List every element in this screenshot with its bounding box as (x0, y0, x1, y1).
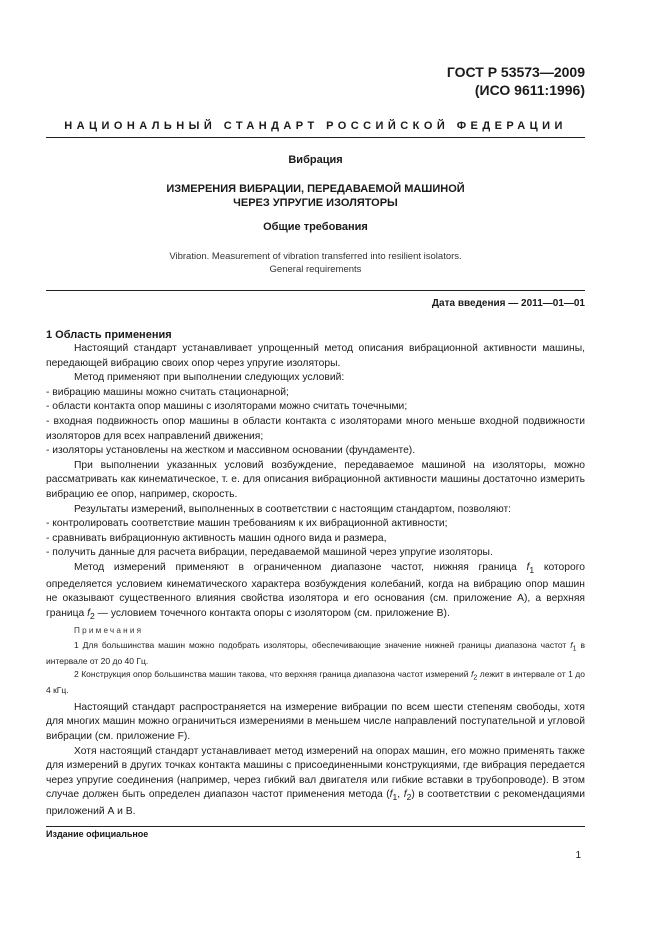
notes-heading: Примечания (74, 626, 144, 636)
introduction-date: Дата введения — 2011—01—01 (431, 298, 585, 309)
paragraph-kinematic: При выполнении указанных условий возбуждение, передаваемое машиной на изоляторы, можно рассматривать как кинематическое, т. е. для описания вибрационной активности машины достаточно измерить вибрацию ее опор, например, скорость. (46, 459, 585, 500)
result-item-3: - получить данные для расчета вибрации, передаваемой машиной через упругие изоляторы. (46, 547, 493, 559)
note-1: 1 Для большинства машин можно подобрать изоляторы, обеспечивающие значение нижней границы диапазона частот $f_1$ в интервале от 20 до 40 Гц. (46, 639, 585, 667)
official-edition-label: Издание официальное (46, 829, 149, 839)
paragraph-scope: Настоящий стандарт устанавливает упрощенный метод описания вибрационной активности машины, передающей вибрацию своих опор через упругие изоляторы. (46, 343, 585, 369)
result-item-2: - сравнивать вибрационную активность машин одного вида и размера, (46, 532, 387, 544)
english-title-line-1: Vibration. Measurement of vibration transferred into resilient isolators. (169, 251, 462, 262)
title-line-1: ИЗМЕРЕНИЯ ВИБРАЦИИ, ПЕРЕДАВАЕМОЙ МАШИНОЙ (166, 183, 465, 195)
paragraph-results-intro: Результаты измерений, выполненных в соответствии с настоящим стандартом, позволяют: (74, 503, 512, 515)
footer-divider (46, 826, 585, 827)
gost-number: ГОСТ Р 53573—2009 (446, 64, 585, 80)
condition-item-2: - области контакта опор машины с изоляторами можно считать точечными; (46, 401, 408, 413)
paragraph-six-dof: Настоящий стандарт распространяется на измерение вибрации по всем шести степеням свободы, хотя для многих машин можно ограничиться измерениями в меньшем числе направлений поступательной и угловой вибрации (см. приложение F). (46, 701, 585, 742)
section-1-heading: 1 Область применения (46, 329, 172, 341)
title-line-2: ЧЕРЕЗ УПРУГИЕ ИЗОЛЯТОРЫ (233, 197, 398, 209)
english-title-line-2: General requirements (269, 264, 362, 275)
english-title (46, 250, 585, 276)
header-divider (46, 137, 585, 138)
paragraph-conditions-intro: Метод применяют при выполнении следующих условий: (74, 372, 345, 384)
page-number: 1 (575, 850, 581, 861)
topic-heading: Вибрация (288, 154, 343, 166)
paragraph-other-points: Хотя настоящий стандарт устанавливает метод измерений на опорах машин, его можно применять также для измерений в других точках контакта машины с присоединенными конструкциями, где вибрация передается через упругие соединения (например, через гибкий вал двигателя или гибкие вставки в трубопроводе). В этом случае должен быть определен диапазон частот применения метода ($f_1$, $f_2$) в соответствии с рекомендациями приложений А и В. (46, 745, 585, 817)
document-title (46, 182, 585, 210)
document-subtitle: Общие требования (263, 221, 368, 233)
condition-item-4: - изоляторы установлены на жестком и массивном основании (фундаменте). (46, 445, 416, 457)
condition-item-3: - входная подвижность опор машины в области контакта с изоляторами много меньше входной подвижности изоляторов для всех направлений движения; (46, 415, 585, 442)
result-item-1: - контролировать соответствие машин требованиям к их вибрационной активности; (46, 518, 448, 530)
standard-code (447, 63, 585, 99)
title-divider (46, 290, 585, 291)
paragraph-frequency-range: Метод измерений применяют в ограниченном диапазоне частот, нижняя граница $f_1$ которого определяется условием кинематического характера возбуждения колебаний, когда на вибрацию опор машин не оказывают существенного влияния свойства изолятора и его основания (см. приложение А), а верхняя граница $f_2$ — условием точечного контакта опоры с изолятором (см. приложение В). (46, 561, 585, 621)
condition-item-1: - вибрацию машины можно считать стационарной; (46, 386, 289, 398)
iso-number: (ИСО 9611:1996) (474, 82, 585, 98)
national-standard-banner: НАЦИОНАЛЬНЫЙ СТАНДАРТ РОССИЙСКОЙ ФЕДЕРАЦИИ (64, 120, 567, 132)
note-2: 2 Конструкция опор большинства машин такова, что верхняя граница диапазона частот измерений $f_2$ лежит в интервале от 1 до 4 кГц. (46, 668, 585, 696)
section-1-body (46, 328, 585, 820)
